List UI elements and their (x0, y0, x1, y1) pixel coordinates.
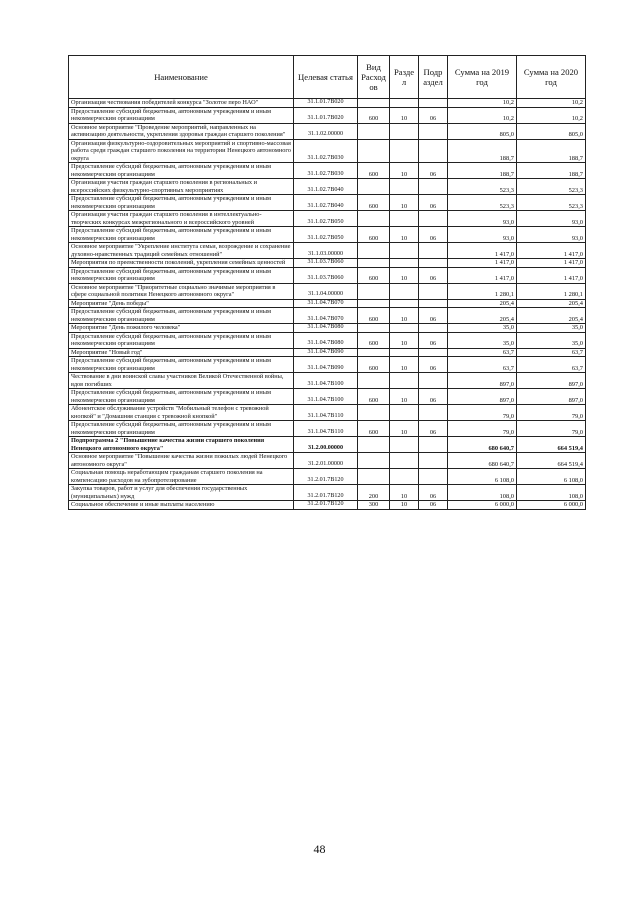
table-row (69, 405, 586, 421)
row-sum-2019: 93,0 (448, 227, 517, 243)
row-sum-2020: 1 280,1 (517, 283, 586, 299)
row-sum-2020: 205,4 (517, 308, 586, 324)
row-sum-2019: 10,2 (448, 99, 517, 108)
row-sum-2019: 205,4 (448, 308, 517, 324)
table-row (69, 324, 586, 333)
row-section (390, 469, 419, 485)
row-target-article: 31.1.02.00000 (294, 123, 358, 139)
row-section: 10 (390, 421, 419, 437)
row-subsection: 06 (419, 421, 448, 437)
table-row (69, 389, 586, 405)
row-subsection: 06 (419, 267, 448, 283)
row-sum-2020: 6 108,0 (517, 469, 586, 485)
row-target-article: 31.1.04.7В090 (294, 348, 358, 357)
row-section: 10 (390, 267, 419, 283)
row-target-article: 31.1.04.7В090 (294, 357, 358, 373)
row-subsection (419, 179, 448, 195)
row-name: Чествование в дни воинской славы участников Великой Отечественной войны, вдов погибших (69, 373, 294, 389)
row-sum-2019: 205,4 (448, 299, 517, 308)
table-row (69, 163, 586, 179)
table-row (69, 437, 586, 453)
row-name: Подпрограмма 2 "Повышение качества жизни старшего поколения Ненецкого автономного округа" (69, 437, 294, 453)
row-sum-2020: 79,0 (517, 405, 586, 421)
row-name: Закупка товаров, работ и услуг для обеспечения государственных (муниципальных) нужд (69, 485, 294, 501)
row-name: Основное мероприятие "Приоритетные социально значимые мероприятия в сфере социальной политики Ненецкого автономного округа" (69, 283, 294, 299)
table-row (69, 308, 586, 324)
row-target-article: 31.1.02.7В040 (294, 195, 358, 211)
row-subsection: 06 (419, 163, 448, 179)
row-name: Предоставление субсидий бюджетным, автономным учреждениям и иным некоммерческим организациям (69, 357, 294, 373)
row-target-article: 31.1.02.7В030 (294, 139, 358, 163)
row-target-article: 31.1.04.7В070 (294, 299, 358, 308)
row-expense-type (358, 99, 390, 108)
row-name: Предоставление субсидий бюджетным, автономным учреждениям и иным некоммерческим организациям (69, 332, 294, 348)
table-row (69, 243, 586, 259)
row-sum-2020: 1 417,0 (517, 267, 586, 283)
row-sum-2020: 10,2 (517, 99, 586, 108)
row-name: Мероприятия по преемственности поколений, укрепления семейных ценностей (69, 259, 294, 268)
row-name: Предоставление субсидий бюджетным, автономным учреждениям и иным некоммерческим организациям (69, 308, 294, 324)
table-row (69, 259, 586, 268)
row-sum-2020: 79,0 (517, 421, 586, 437)
row-sum-2019: 6 000,0 (448, 501, 517, 510)
row-sum-2019: 523,3 (448, 179, 517, 195)
row-expense-type: 600 (358, 227, 390, 243)
row-target-article: 31.2.01.7В120 (294, 501, 358, 510)
table-row (69, 283, 586, 299)
row-sum-2019: 10,2 (448, 107, 517, 123)
table-row (69, 469, 586, 485)
row-expense-type (358, 324, 390, 333)
row-name: Абонентское обслуживание устройств "Мобильный телефон с тревожной кнопкой" и "Домашняя станция с тревожной кнопкой" (69, 405, 294, 421)
table-row (69, 139, 586, 163)
header-target-article: Целевая статья (294, 56, 358, 99)
row-section: 10 (390, 357, 419, 373)
row-sum-2020: 205,4 (517, 299, 586, 308)
row-target-article: 31.1.04.00000 (294, 283, 358, 299)
row-section (390, 259, 419, 268)
row-expense-type (358, 437, 390, 453)
row-name: Организация участия граждан старшего поколения в интеллектуально-творческих конкурсах межрегионального и всероссийского уровней (69, 211, 294, 227)
row-expense-type: 600 (358, 163, 390, 179)
header-sum-2019: Сумма на 2019 год (448, 56, 517, 99)
row-sum-2019: 1 417,0 (448, 259, 517, 268)
row-expense-type: 200 (358, 485, 390, 501)
row-sum-2019: 93,0 (448, 211, 517, 227)
row-sum-2020: 10,2 (517, 107, 586, 123)
row-sum-2019: 79,0 (448, 405, 517, 421)
row-name: Мероприятие "День пожилого человека" (69, 324, 294, 333)
row-expense-type (358, 259, 390, 268)
row-sum-2020: 664 519,4 (517, 437, 586, 453)
row-name: Мероприятие "День победы" (69, 299, 294, 308)
row-expense-type (358, 283, 390, 299)
row-section: 10 (390, 485, 419, 501)
row-target-article: 31.1.04.7В110 (294, 421, 358, 437)
row-expense-type: 600 (358, 267, 390, 283)
row-name: Предоставление субсидий бюджетным, автономным учреждениям и иным некоммерческим организациям (69, 421, 294, 437)
row-target-article: 31.2.01.00000 (294, 453, 358, 469)
row-expense-type: 600 (358, 308, 390, 324)
table-row (69, 421, 586, 437)
row-sum-2019: 108,0 (448, 485, 517, 501)
row-name: Организация физкультурно-оздоровительных мероприятий и спортивно-массовая работа среди граждан старшего поколения на территории Ненецкого автономного округа (69, 139, 294, 163)
row-subsection (419, 469, 448, 485)
row-subsection: 06 (419, 227, 448, 243)
row-expense-type: 600 (358, 357, 390, 373)
header-sum-2020: Сумма на 2020 год (517, 56, 586, 99)
row-sum-2019: 897,0 (448, 373, 517, 389)
row-section (390, 243, 419, 259)
row-target-article: 31.1.04.7В100 (294, 373, 358, 389)
row-target-article: 31.1.02.7В050 (294, 211, 358, 227)
table-row (69, 107, 586, 123)
row-name: Основное мероприятие "Укрепление института семьи, возрождение и сохранение духовно-нравственных традиций семейных отношений" (69, 243, 294, 259)
table-header-row (69, 56, 586, 99)
row-subsection: 06 (419, 308, 448, 324)
row-target-article: 31.1.03.7В060 (294, 259, 358, 268)
row-name: Предоставление субсидий бюджетным, автономным учреждениям и иным некоммерческим организациям (69, 107, 294, 123)
row-subsection (419, 211, 448, 227)
row-section (390, 123, 419, 139)
row-target-article: 31.1.04.7В100 (294, 389, 358, 405)
table-row (69, 267, 586, 283)
row-target-article: 31.2.01.7В120 (294, 485, 358, 501)
row-expense-type (358, 211, 390, 227)
row-subsection: 06 (419, 332, 448, 348)
row-subsection (419, 324, 448, 333)
row-expense-type (358, 453, 390, 469)
row-sum-2020: 188,7 (517, 139, 586, 163)
row-sum-2020: 188,7 (517, 163, 586, 179)
row-sum-2020: 63,7 (517, 348, 586, 357)
row-sum-2020: 63,7 (517, 357, 586, 373)
row-target-article: 31.1.03.7В060 (294, 267, 358, 283)
row-expense-type (358, 243, 390, 259)
table-row (69, 357, 586, 373)
row-sum-2020: 523,3 (517, 195, 586, 211)
row-subsection (419, 453, 448, 469)
row-name: Социальная помощь неработающим гражданам старшего поколения на компенсацию расходов на зубопротезирование (69, 469, 294, 485)
row-subsection: 06 (419, 485, 448, 501)
row-name: Предоставление субсидий бюджетным, автономным учреждениям и иным некоммерческим организациям (69, 195, 294, 211)
row-section: 10 (390, 107, 419, 123)
row-target-article: 31.1.04.7В070 (294, 308, 358, 324)
row-name: Социальное обеспечение и иные выплаты населению (69, 501, 294, 510)
row-sum-2019: 1 417,0 (448, 267, 517, 283)
row-sum-2019: 188,7 (448, 139, 517, 163)
row-target-article: 31.2.00.00000 (294, 437, 358, 453)
row-section (390, 348, 419, 357)
row-section (390, 373, 419, 389)
row-expense-type: 600 (358, 107, 390, 123)
row-sum-2019: 35,0 (448, 324, 517, 333)
row-section (390, 99, 419, 108)
row-subsection: 06 (419, 501, 448, 510)
row-section (390, 179, 419, 195)
row-sum-2020: 1 417,0 (517, 243, 586, 259)
table-body (69, 99, 586, 510)
row-target-article: 31.1.01.7В020 (294, 107, 358, 123)
row-expense-type: 600 (358, 421, 390, 437)
row-name: Предоставление субсидий бюджетным, автономным учреждениям и иным некоммерческим организациям (69, 163, 294, 179)
row-section (390, 405, 419, 421)
row-section (390, 211, 419, 227)
table-row (69, 123, 586, 139)
row-section: 10 (390, 308, 419, 324)
row-section: 10 (390, 501, 419, 510)
row-sum-2020: 6 000,0 (517, 501, 586, 510)
row-expense-type (358, 179, 390, 195)
row-sum-2020: 805,0 (517, 123, 586, 139)
row-target-article: 31.1.02.7В030 (294, 163, 358, 179)
row-sum-2020: 523,3 (517, 179, 586, 195)
row-subsection (419, 243, 448, 259)
table-row (69, 179, 586, 195)
row-subsection: 06 (419, 389, 448, 405)
row-subsection (419, 139, 448, 163)
row-expense-type: 600 (358, 332, 390, 348)
row-target-article: 31.2.01.7В120 (294, 469, 358, 485)
table-row (69, 195, 586, 211)
row-expense-type (358, 139, 390, 163)
row-section (390, 453, 419, 469)
row-target-article: 31.1.04.7В080 (294, 332, 358, 348)
row-subsection (419, 259, 448, 268)
row-sum-2020: 35,0 (517, 332, 586, 348)
row-sum-2020: 108,0 (517, 485, 586, 501)
row-target-article: 31.1.02.7В040 (294, 179, 358, 195)
row-target-article: 31.1.03.00000 (294, 243, 358, 259)
row-section: 10 (390, 163, 419, 179)
budget-table (68, 55, 586, 510)
row-subsection: 06 (419, 107, 448, 123)
row-name: Мероприятие "Новый год" (69, 348, 294, 357)
table-row (69, 348, 586, 357)
row-section (390, 437, 419, 453)
row-target-article: 31.1.02.7В050 (294, 227, 358, 243)
row-sum-2019: 680 640,7 (448, 453, 517, 469)
row-name: Предоставление субсидий бюджетным, автономным учреждениям и иным некоммерческим организациям (69, 227, 294, 243)
row-sum-2019: 805,0 (448, 123, 517, 139)
row-subsection (419, 99, 448, 108)
row-target-article: 31.1.01.7В020 (294, 99, 358, 108)
row-section (390, 139, 419, 163)
row-subsection (419, 348, 448, 357)
row-sum-2019: 35,0 (448, 332, 517, 348)
row-section: 10 (390, 389, 419, 405)
table-row (69, 485, 586, 501)
row-section (390, 283, 419, 299)
row-target-article: 31.1.04.7В110 (294, 405, 358, 421)
row-sum-2020: 897,0 (517, 389, 586, 405)
row-subsection: 06 (419, 195, 448, 211)
header-expense-type: Вид Расход ов (358, 56, 390, 99)
row-subsection (419, 373, 448, 389)
row-sum-2020: 93,0 (517, 211, 586, 227)
row-name: Основное мероприятие "Повышение качества жизни пожилых людей Ненецкого автономного округа" (69, 453, 294, 469)
row-sum-2020: 897,0 (517, 373, 586, 389)
row-name: Организация чествования победителей конкурса "Золотое перо НАО" (69, 99, 294, 108)
row-expense-type: 600 (358, 195, 390, 211)
row-sum-2019: 1 280,1 (448, 283, 517, 299)
row-section (390, 299, 419, 308)
header-section: Разде л (390, 56, 419, 99)
table-row (69, 227, 586, 243)
header-subsection: Подр аздел (419, 56, 448, 99)
table-row (69, 501, 586, 510)
row-subsection (419, 123, 448, 139)
row-subsection (419, 283, 448, 299)
row-name: Предоставление субсидий бюджетным, автономным учреждениям и иным некоммерческим организациям (69, 389, 294, 405)
row-name: Предоставление субсидий бюджетным, автономным учреждениям и иным некоммерческим организациям (69, 267, 294, 283)
row-sum-2020: 664 519,4 (517, 453, 586, 469)
row-section: 10 (390, 195, 419, 211)
row-sum-2019: 1 417,0 (448, 243, 517, 259)
row-target-article: 31.1.04.7В080 (294, 324, 358, 333)
table-row (69, 99, 586, 108)
row-subsection (419, 299, 448, 308)
table-row (69, 453, 586, 469)
row-expense-type (358, 348, 390, 357)
budget-table-container (68, 55, 585, 510)
table-row (69, 332, 586, 348)
page-number: 48 (313, 842, 326, 856)
table-row (69, 211, 586, 227)
row-section (390, 324, 419, 333)
row-expense-type (358, 123, 390, 139)
row-sum-2019: 6 108,0 (448, 469, 517, 485)
table-row (69, 373, 586, 389)
table-row (69, 299, 586, 308)
row-section: 10 (390, 332, 419, 348)
row-sum-2019: 523,3 (448, 195, 517, 211)
row-expense-type (358, 469, 390, 485)
row-subsection: 06 (419, 357, 448, 373)
row-sum-2020: 1 417,0 (517, 259, 586, 268)
row-sum-2019: 63,7 (448, 348, 517, 357)
row-name: Организация участия граждан старшего поколения в региональных и всероссийских физкультурно-спортивных мероприятиях (69, 179, 294, 195)
row-sum-2019: 79,0 (448, 421, 517, 437)
row-subsection (419, 437, 448, 453)
row-expense-type (358, 373, 390, 389)
row-expense-type: 300 (358, 501, 390, 510)
row-sum-2019: 680 640,7 (448, 437, 517, 453)
header-name: Наименование (69, 56, 294, 99)
row-sum-2019: 897,0 (448, 389, 517, 405)
row-sum-2020: 93,0 (517, 227, 586, 243)
row-name: Основное мероприятие "Проведение мероприятий, направленных на активизацию деятельности, укрепления здоровья граждан старшего поколения" (69, 123, 294, 139)
row-expense-type (358, 299, 390, 308)
row-sum-2020: 35,0 (517, 324, 586, 333)
row-section: 10 (390, 227, 419, 243)
row-sum-2019: 188,7 (448, 163, 517, 179)
row-sum-2019: 63,7 (448, 357, 517, 373)
row-expense-type: 600 (358, 389, 390, 405)
row-expense-type (358, 405, 390, 421)
row-subsection (419, 405, 448, 421)
